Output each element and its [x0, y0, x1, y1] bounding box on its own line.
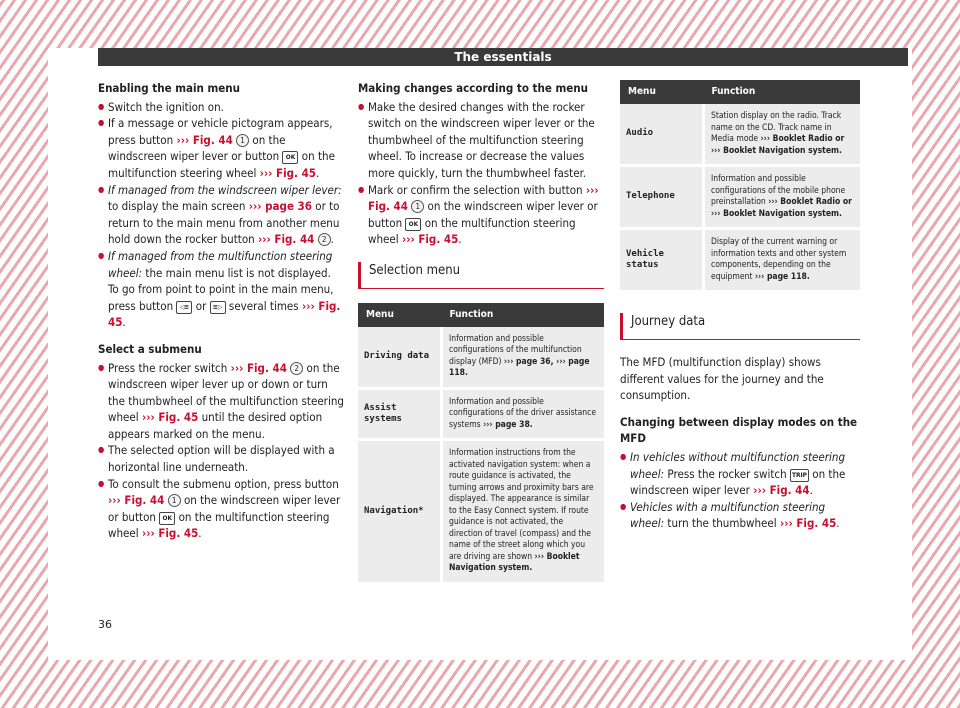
table-row: [358, 388, 604, 440]
fig-45-link[interactable]: ››› Fig. 45: [259, 165, 316, 180]
fig-45-link[interactable]: ››› Fig. 45: [779, 516, 837, 531]
fig-44-link[interactable]: ››› Fig. 44: [753, 483, 810, 498]
callout-number: 1: [168, 494, 181, 507]
page-header: The essentials: [98, 48, 908, 66]
page-number: 36: [98, 618, 112, 631]
heading-making-changes: Making changes according to the menu: [358, 81, 589, 95]
menu-cell: Navigation*: [358, 440, 442, 584]
bullet-ignition: ● Switch the ignition on.: [98, 99, 344, 116]
selection-menu-table: [358, 303, 604, 585]
bullet-mark-confirm: ● Mark or confirm the selection with button ››› Fig. 44 1 on the windscreen wiper lever or button OK on the multifunction steering wheel ››› Fig. 45.: [358, 182, 604, 248]
heading-select-submenu: Select a submenu: [98, 341, 202, 356]
menu-function-table: [620, 80, 860, 293]
column-left: [98, 80, 344, 542]
booklet-link[interactable]: ››› Booklet Radio or ››› Booklet Navigation system.: [711, 134, 845, 156]
table-header-function: Function: [442, 303, 605, 327]
paragraph-mfd: The MFD (multifunction display) shows different values for the journey and the consumption.: [620, 355, 824, 403]
section-title-selection-menu: Selection menu: [358, 262, 604, 289]
manual-page: [48, 48, 912, 660]
function-cell: Information and possible configurations of the driver assistance systems ››› page 38.: [442, 388, 605, 440]
bullet-steering-wheel: ● If managed from the multifunction steering wheel: the main menu list is not displayed. To go from point to point in the main menu, press button ◁≡ or ≡▷ several times ››› Fig. 45.: [98, 248, 344, 331]
function-cell: Information and possible configurations of the multifunction display (MFD) ››› page 36, ››› page 118.: [442, 327, 605, 389]
table-header-menu: Menu: [358, 303, 442, 327]
heading-enable-main-menu: Enabling the main menu: [98, 81, 241, 95]
fig-44-link[interactable]: ››› Fig. 44: [230, 360, 287, 375]
bullet-wiper-lever: ● If managed from the windscreen wiper lever: to display the main screen ››› page 36 or to return to the main menu from another menu hold down the rocker button ››› Fig. 44 2 .: [98, 182, 344, 248]
table-header-menu: Menu: [620, 80, 704, 104]
table-header-function: Function: [704, 80, 861, 104]
bullet-rocker: ● Press the rocker switch ››› Fig. 44 2 on the windscreen wiper lever up or down or turn the thumbwheel of the multifunction steering wheel ››› Fig. 45 until the desired option appears marked on the menu.: [98, 360, 344, 443]
page-link[interactable]: ››› page 118.: [754, 271, 810, 282]
ok-key-icon: OK: [405, 218, 421, 231]
bullet-consult-submenu: ● To consult the submenu option, press button ››› Fig. 44 1 on the windscreen wiper lever or button OK on the multifunction steering wheel ››› Fig. 45.: [98, 476, 344, 542]
function-cell: Display of the current warning or information texts and other system components, depending on the equipment ››› page 118.: [704, 229, 861, 292]
fig-44-link[interactable]: ››› Fig. 44: [368, 182, 599, 214]
fig-45-link[interactable]: ››› Fig. 45: [141, 526, 199, 541]
forward-key-icon: ≡▷: [210, 301, 226, 314]
column-right: [620, 80, 860, 532]
table-row: [358, 327, 604, 389]
table-row: [620, 104, 860, 166]
callout-number: 1: [411, 200, 424, 213]
function-cell: Station display on the radio. Track name on the CD. Track name in Media mode ››› Booklet Radio or ››› Booklet Navigation system.: [704, 104, 861, 166]
column-middle: [358, 80, 604, 585]
fig-45-link[interactable]: ››› Fig. 45: [108, 298, 341, 330]
callout-number: 2: [318, 233, 331, 246]
table-header-row: [358, 303, 604, 327]
trip-key-icon: TRIP: [790, 469, 809, 482]
page-link[interactable]: ››› page 36, ››› page 118.: [449, 356, 590, 379]
menu-cell: Driving data: [358, 327, 442, 389]
ok-key-icon: OK: [159, 512, 175, 525]
page-link[interactable]: ››› page 38.: [483, 419, 533, 430]
menu-cell: Vehicle status: [620, 229, 704, 292]
callout-number: 1: [236, 134, 249, 147]
menu-cell: Assist systems: [358, 388, 442, 440]
back-key-icon: ◁≡: [176, 301, 192, 314]
table-header-row: [620, 80, 860, 104]
spacer: [98, 331, 344, 341]
spacer: [620, 404, 860, 414]
bullet-message: ● If a message or vehicle pictogram appears, press button ››› Fig. 44 1 on the windscreen wiper lever or button OK on the multifunction steering wheel ››› Fig. 45.: [98, 115, 344, 181]
bullet-with-mfsw: ● Vehicles with a multifunction steering wheel: turn the thumbwheel ››› Fig. 45.: [620, 499, 860, 532]
booklet-link[interactable]: ››› Booklet Navigation system.: [449, 551, 580, 574]
heading-display-modes: Changing between display modes on the MFD: [620, 414, 858, 446]
fig-44-link[interactable]: ››› Fig. 44: [108, 493, 165, 508]
fig-44-link[interactable]: ››› Fig. 44: [258, 232, 315, 247]
fig-44-link[interactable]: ››› Fig. 44: [176, 132, 233, 147]
function-cell: Information and possible configurations of the mobile phone preinstallation ››› Booklet Radio or ››› Booklet Navigation system.: [704, 166, 861, 229]
callout-number: 2: [290, 362, 303, 375]
menu-cell: Audio: [620, 104, 704, 166]
bullet-make-changes: ● Make the desired changes with the rocker switch on the windscreen wiper lever or the thumbwheel of the multifunction steering wheel. To increase or decrease the values more quickly, turn the thumbwheel faster.: [358, 99, 604, 182]
booklet-link[interactable]: ››› Booklet Radio or ››› Booklet Navigation system.: [711, 197, 852, 219]
ok-key-icon: OK: [282, 151, 298, 164]
section-title-journey-data: Journey data: [620, 313, 860, 340]
table-row: [620, 229, 860, 292]
table-row: [620, 166, 860, 229]
page-36-link[interactable]: ››› page 36: [248, 199, 312, 214]
fig-45-link[interactable]: ››› Fig. 45: [141, 410, 199, 425]
table-row: [358, 440, 604, 584]
fig-45-link[interactable]: ››› Fig. 45: [401, 232, 459, 247]
menu-cell: Telephone: [620, 166, 704, 229]
bullet-selected-option: ● The selected option will be displayed with a horizontal line underneath.: [98, 442, 344, 475]
function-cell: Information instructions from the activated navigation system: when a route guidance is activated, the turning arrows and proximity bars are displayed. The appearance is similar to the Easy Connect system. If route guidance is not activated, the direction of travel (compass) and the name of the street along which you are driving are shown ››› Booklet Navigation system.: [442, 440, 605, 584]
bullet-without-mfsw: ● In vehicles without multifunction steering wheel: Press the rocker switch TRIP on the windscreen wiper lever ››› Fig. 44.: [620, 449, 860, 499]
